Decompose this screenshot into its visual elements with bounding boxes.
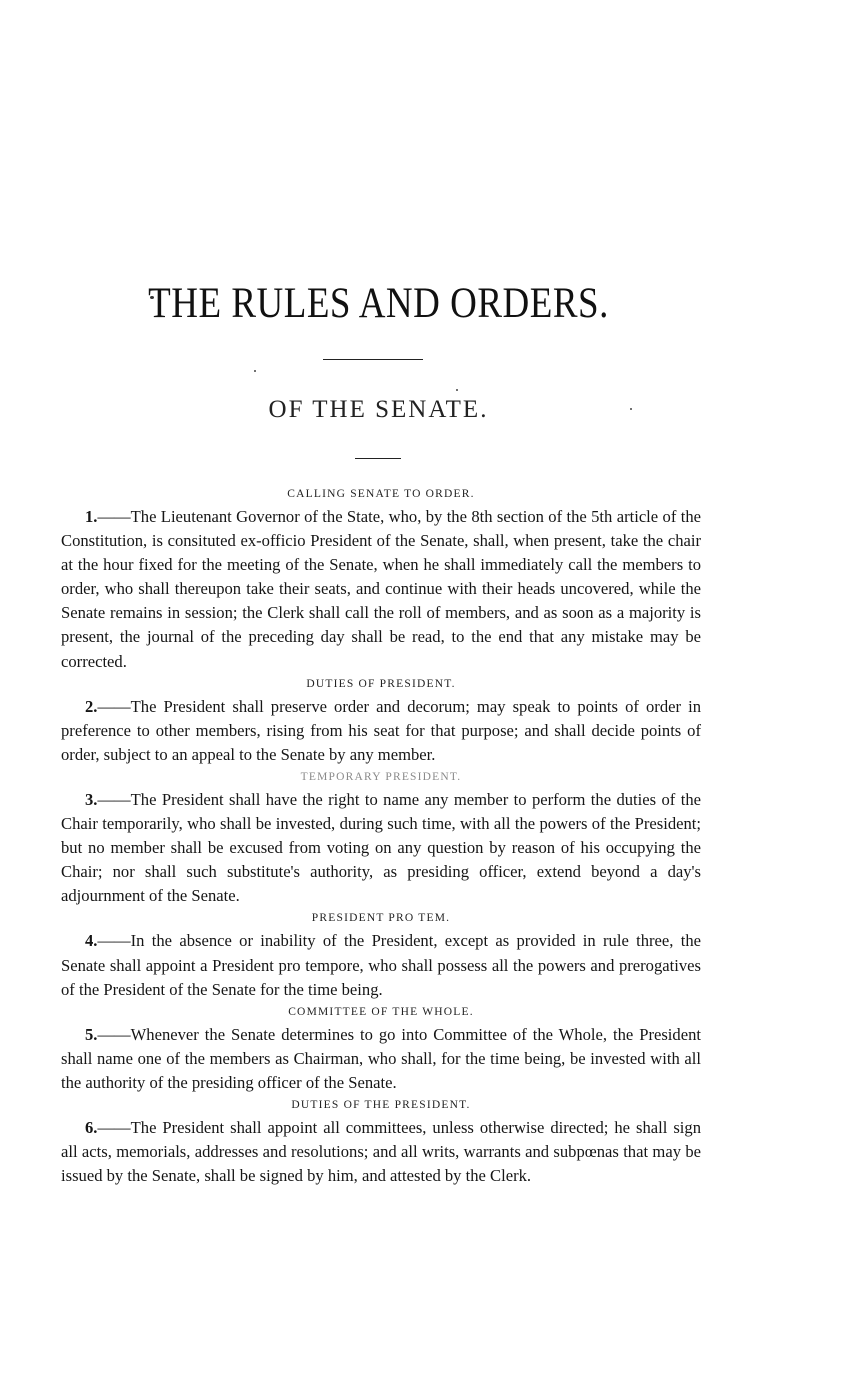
rule-text: ——The President shall appoint all committees, unless otherwise directed; he shall sign all acts, memorials, addresses and resolutions; and all writs, warrants and subpœnas that may be issued by the Senate, shall be signed by him, and attested by the Clerk. [61, 1117, 701, 1186]
rule-number: 3. [85, 789, 98, 809]
section-heading: TEMPORARY PRESIDENT. [300, 770, 462, 783]
page-title: THE RULES AND ORDERS. [148, 279, 609, 328]
page-subtitle: OF THE SENATE. [268, 396, 489, 423]
rule-text: ——In the absence or inability of the President, except as provided in rule three, the Senate shall appoint a President pro tempore, who shall possess all the powers and prerogatives of the President of the Senate for the time being. [61, 931, 701, 999]
rule-text: ——The Lieutenant Governor of the State, who, by the 8th section of the 5th article of the Constitution, is consituted ex-officio President of the Senate, shall, when present, take the chair at the hour fixed for the meeting of the Senate, when he shall immediately call the members to order, who shall thereupon take their seats, and continue with their heads uncovered, while the Senate remains in session; the Clerk shall call the roll of members, and as soon as a majority is present, the journal of the preceding day shall be read, to the end that any mistake may be corrected. [61, 507, 701, 671]
rules-body [61, 484, 701, 1188]
rule-number: 2. [85, 696, 98, 716]
rule-text: ——Whenever the Senate determines to go into Committee of the Whole, the President shall name one of the members as Chairman, who shall, for the time being, be invested with all the authority of the presiding officer of the Senate. [61, 1024, 701, 1092]
section-heading: DUTIES OF THE PRESIDENT. [291, 1098, 471, 1111]
rule-paragraph [61, 695, 701, 767]
section-heading: COMMITTEE OF THE WHOLE. [288, 1005, 474, 1018]
print-speck [254, 370, 256, 372]
section-heading: CALLING SENATE TO ORDER. [287, 488, 475, 500]
rule-text: ——The President shall have the right to name any member to perform the duties of the Chair temporarily, who shall be invested, during such time, with all the powers of the President; but no member shall be excused from voting on any question by reason of his occupying the Chair; nor shall such substitute's authority, as presiding officer, extend beyond a day's adjournment of the Senate. [61, 789, 701, 906]
rule-number: 5. [85, 1024, 98, 1044]
section-heading: DUTIES OF PRESIDENT. [306, 677, 456, 690]
title-divider [323, 359, 423, 360]
rule-paragraph [61, 1116, 701, 1188]
rule-number: 4. [85, 931, 98, 951]
section-heading: PRESIDENT PRO TEM. [311, 912, 451, 925]
subtitle-divider [355, 458, 401, 459]
rule-paragraph [61, 929, 701, 1001]
rule-number: 1. [85, 507, 98, 526]
rule-number: 6. [85, 1117, 98, 1137]
print-speck [456, 389, 458, 391]
rule-paragraph [61, 505, 701, 674]
rule-text: ——The President shall preserve order and decorum; may speak to points of order in preference to other members, rising from his seat for that purpose; and shall decide points of order, subject to an appeal to the Senate by any member. [61, 696, 701, 764]
rule-paragraph [61, 788, 701, 908]
rule-paragraph [61, 1023, 701, 1095]
